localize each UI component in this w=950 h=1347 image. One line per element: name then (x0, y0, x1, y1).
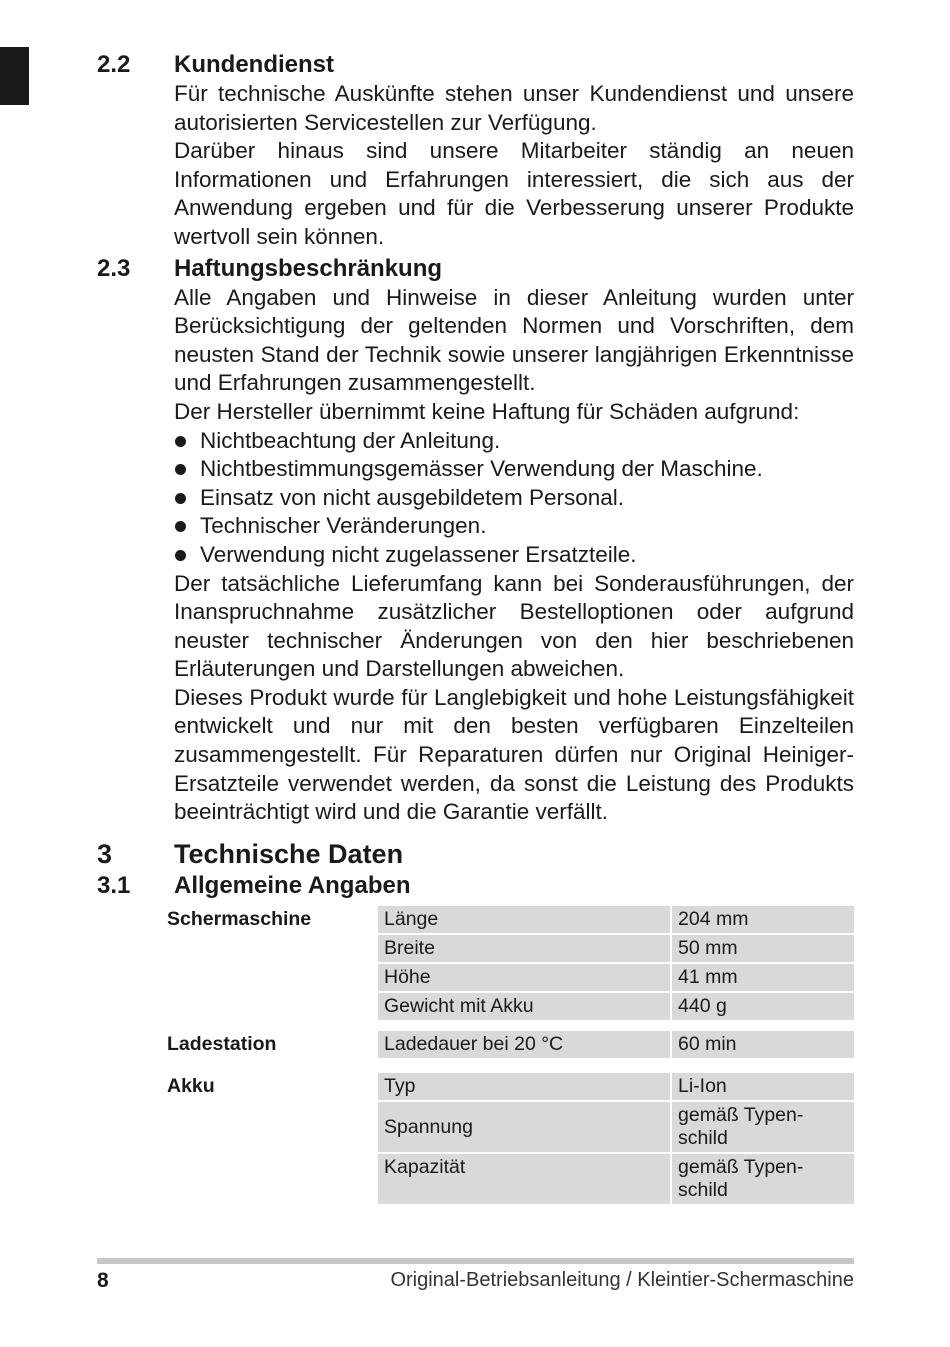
section-title: Allgemeine Angaben (174, 871, 411, 899)
chapter-3-heading (97, 837, 854, 871)
list-item: Verwendung nicht zugelassener Ersatzteile. (174, 541, 854, 570)
table-row (378, 964, 854, 991)
spec-key: Kapazität (378, 1154, 672, 1204)
spec-value: 440 g (672, 993, 854, 1020)
spec-value: gemäß Typen-schild (672, 1154, 854, 1204)
section-title: Kundendienst (174, 51, 334, 78)
spec-key: Länge (378, 906, 672, 933)
section-number: 3.1 (97, 871, 131, 899)
spec-key: Spannung (378, 1102, 672, 1152)
chapter-edge-tab (0, 47, 29, 105)
spec-value: 60 min (672, 1031, 854, 1058)
spec-key: Breite (378, 935, 672, 962)
list-item: Nichtbeachtung der Anleitung. (174, 427, 854, 456)
table-row (378, 935, 854, 962)
section-number: 2.3 (97, 254, 131, 282)
spec-group-label: Ladestation (167, 1033, 277, 1055)
table-row (378, 1073, 854, 1100)
table-row (378, 993, 854, 1020)
paragraph: Der Hersteller übernimmt keine Haftung für Schäden aufgrund: (174, 398, 800, 424)
spec-value: gemäß Typen-schild (672, 1102, 854, 1152)
paragraph: Für technische Auskünfte stehen unser Kundendienst und unsere autorisierten Servicestellen zur Verfügung. (174, 81, 854, 135)
paragraph: Alle Angaben und Hinweise in dieser Anleitung wurden unter Berücksichtigung der geltenden Normen und Vorschriften, dem neusten Stand der Technik sowie unserer langjährigen Erkenntnisse und Erfahrungen zusammengestellt. (174, 284, 854, 396)
spec-group-label: Schermaschine (167, 908, 312, 930)
spec-group-label: Akku (167, 1075, 215, 1097)
page-content (97, 50, 854, 901)
table-row (378, 906, 854, 933)
chapter-title: Technische Daten (174, 838, 404, 869)
spec-key: Typ (378, 1073, 672, 1100)
table-row (378, 1102, 854, 1152)
section-2-2-heading (97, 50, 854, 80)
section-2-2-body (174, 80, 854, 252)
paragraph: Darüber hinaus sind unsere Mitarbeiter ständig an neuen Informationen und Erfahrungen interessiert, die sich aus der Anwendung ergeben und für die Verbesserung unserer Produkte wertvoll sein können. (174, 138, 854, 249)
spec-value: Li-Ion (672, 1073, 854, 1100)
spec-value: 41 mm (672, 964, 854, 991)
spec-value: 50 mm (672, 935, 854, 962)
section-2-3-body (174, 284, 854, 827)
spec-key: Ladedauer bei 20 °C (378, 1031, 672, 1058)
page-number: 8 (97, 1269, 109, 1292)
table-row (378, 1154, 854, 1204)
spec-table (378, 904, 854, 1022)
paragraph: Dieses Produkt wurde für Langlebigkeit und hohe Leistungsfähigkeit entwickelt und nur mit den besten verfügbaren Einzelteilen zusammengestellt. Für Reparaturen dürfen nur Original Heiniger-Ersatzteile verwendet werden, da sonst die Leistung des Produkts beeinträchtigt wird und die Garantie verfällt. (174, 684, 854, 825)
footer-document-title: Original-Betriebsanleitung / Kleintier-Schermaschine (390, 1269, 854, 1291)
section-3-1-heading (97, 871, 854, 901)
section-2-3-heading (97, 254, 854, 284)
liability-list (174, 427, 854, 570)
spec-key: Höhe (378, 964, 672, 991)
list-item: Technischer Veränderungen. (174, 512, 854, 541)
footer-divider (97, 1258, 854, 1264)
chapter-number: 3 (97, 838, 113, 869)
list-item: Einsatz von nicht ausgebildetem Personal. (174, 484, 854, 513)
spec-table (378, 1029, 854, 1060)
spec-key: Gewicht mit Akku (378, 993, 672, 1020)
section-number: 2.2 (97, 51, 131, 78)
spec-table (378, 1071, 854, 1206)
spec-value: 204 mm (672, 906, 854, 933)
table-row (378, 1031, 854, 1058)
section-title: Haftungsbeschränkung (174, 254, 443, 282)
paragraph: Der tatsächliche Lieferumfang kann bei Sonderausführungen, der Inanspruchnahme zusätzlicher Bestelloptionen oder aufgrund neuster technischer Änderungen von den hier beschriebenen Erläuterungen und Darstellungen abweichen. (174, 570, 854, 682)
list-item: Nichtbestimmungsgemässer Verwendung der Maschine. (174, 455, 854, 484)
